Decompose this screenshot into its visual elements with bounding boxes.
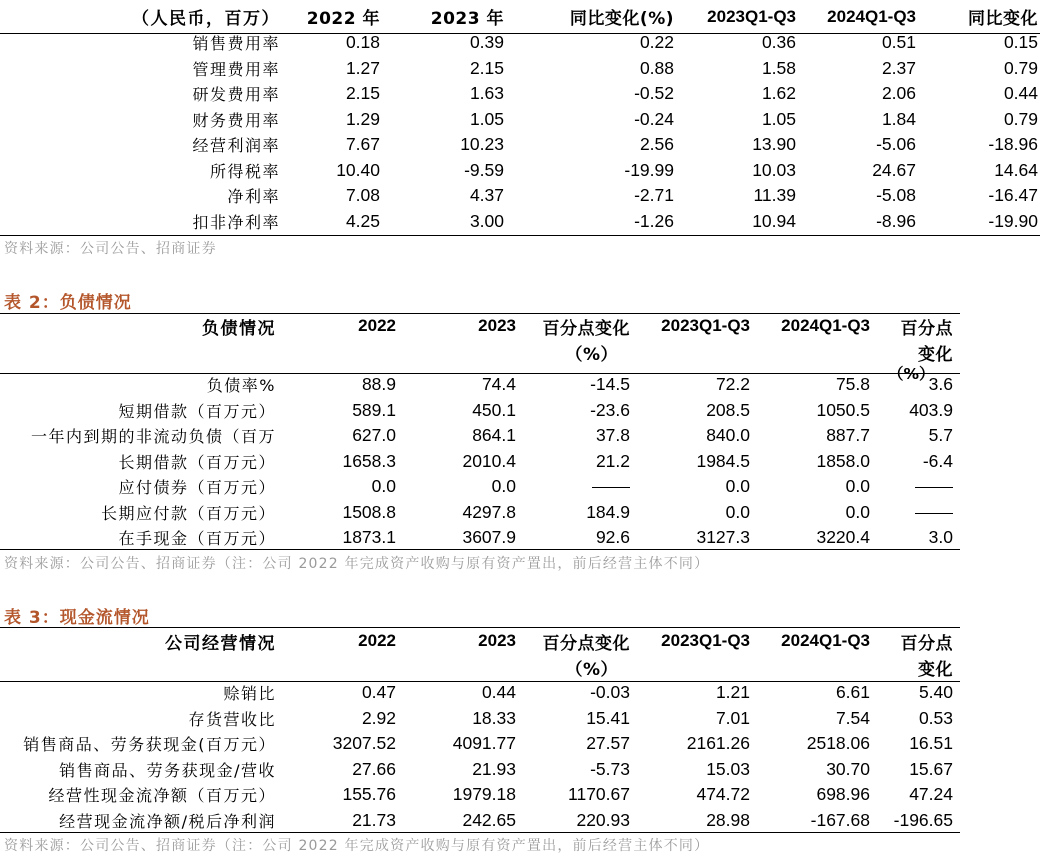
row-value: -8.96 [876,210,916,231]
row-value: 21.73 [352,809,396,830]
row-value: 75.8 [835,374,870,395]
table3-header-label: 公司经营情况 [165,633,276,654]
row-value: 0.36 [761,32,796,53]
row-value: 403.9 [909,399,953,420]
table-row [0,158,1040,184]
row-label: 赊销比 [223,684,276,704]
table-row [0,782,955,808]
row-value: -167.68 [810,809,870,830]
table3-header-row [0,628,955,654]
row-value: 3607.9 [462,527,516,548]
row-label: 经营性现金流净额（百万元） [48,786,276,806]
row-value: 2.92 [361,707,396,728]
row-value: 2518.06 [806,733,870,754]
table3-header-pp: 百分点变化 [542,633,630,654]
row-value: 15.03 [706,758,750,779]
table2-header-pp-unit: （%） [565,344,618,365]
table2-header-label: 负债情况 [202,318,276,339]
table3-header-2023q: 2023Q1-Q3 [661,631,750,650]
table-row [0,500,955,526]
row-label: 研发费用率 [192,85,280,105]
row-value: 1858.0 [816,450,870,471]
row-value: 3127.3 [696,527,750,548]
table-row [0,808,955,834]
row-value: 1.05 [469,108,504,129]
row-value: 21.93 [472,758,516,779]
table-row [0,81,1040,107]
row-value: 0.15 [1003,32,1038,53]
row-value: 1.27 [345,57,380,78]
row-value [872,474,955,500]
row-value: 3220.4 [816,527,870,548]
table-row [0,398,955,424]
row-label: 长期借款（百万元） [118,452,276,472]
row-value: 0.0 [491,476,516,497]
row-value: 5.7 [928,425,953,446]
row-label: 销售费用率 [192,34,280,54]
table-row [0,757,955,783]
table1 [0,4,1040,29]
dash-mark [915,487,953,488]
table1-header-2023: 2023 年 [430,9,504,29]
row-value: 1.58 [761,57,796,78]
row-value: 4297.8 [462,501,516,522]
row-value: 0.53 [918,707,953,728]
row-value: 589.1 [352,399,396,420]
row-value: 10.94 [752,210,796,231]
row-value: -14.5 [590,374,630,395]
row-value: 27.57 [586,733,630,754]
table2-body [0,372,955,551]
row-value: -1.26 [634,210,674,231]
dash-mark [915,513,953,514]
row-value: 1984.5 [696,450,750,471]
row-value: 0.44 [1003,83,1038,104]
row-value: 74.4 [481,374,516,395]
table2-header-cut: （%） [888,365,935,383]
table2-header-row [0,313,955,339]
row-value: -23.6 [590,399,630,420]
table2-header-2024q: 2024Q1-Q3 [781,316,870,335]
row-label: 在手现金（百万元） [118,529,276,549]
row-value: -19.90 [988,210,1038,231]
table2-bottom-rule [0,549,960,550]
table-row [0,449,955,475]
table1-header-yoy: 同比变化(%) [569,9,674,29]
table-row [0,731,955,757]
row-value: 15.41 [586,707,630,728]
row-value: 0.79 [1003,57,1038,78]
row-value: 28.98 [706,809,750,830]
row-label: 财务费用率 [192,110,280,130]
row-value: 0.0 [371,476,396,497]
table1-header-label: （人民币，百万） [132,9,280,29]
row-label: 应付债券（百万元） [118,478,276,498]
row-value: 1979.18 [452,784,516,805]
row-value: 1.21 [715,682,750,703]
row-value: 2.15 [345,83,380,104]
row-value: -9.59 [464,159,504,180]
table1-header-2022: 2022 年 [306,9,380,29]
row-label: 管理费用率 [192,59,280,79]
row-value: 15.67 [909,758,953,779]
row-value: 1508.8 [342,501,396,522]
row-label: 负债率% [206,376,276,396]
row-label: 经营现金流净额/税后净利润 [59,811,276,831]
row-value: 2.06 [881,83,916,104]
row-value: 155.76 [342,784,396,805]
table1-bottom-rule [0,235,1040,236]
table3-title: 表 3：现金流情况 [4,608,150,628]
row-value: 5.40 [918,682,953,703]
row-value: 2.37 [881,57,916,78]
row-value: 0.0 [725,476,750,497]
row-value: 14.64 [994,159,1038,180]
table-row [0,132,1040,158]
row-label: 长期应付款（百万元） [100,503,276,523]
row-value: -5.73 [590,758,630,779]
table2-header-2022: 2022 [358,316,396,335]
table2-title: 表 2：负债情况 [4,293,132,313]
row-label: 扣非净利率 [192,212,280,232]
row-value [872,500,955,526]
row-value: -5.06 [876,134,916,155]
row-value: 92.6 [595,527,630,548]
row-label: 经营利润率 [192,136,280,156]
table-row [0,680,955,706]
table-row [0,183,1040,209]
row-value: 1.29 [345,108,380,129]
table1-header-2024q: 2024Q1-Q3 [827,6,916,26]
row-value: 4091.77 [452,733,516,754]
row-value: -0.03 [590,682,630,703]
row-value: 0.0 [845,476,870,497]
row-value: -19.99 [624,159,674,180]
row-value: 2.15 [469,57,504,78]
table3-source: 资料来源：公司公告、招商证券（注：公司 2022 年完成资产收购与原有资产置出，前后经营主体不同） [4,838,710,854]
table3-header-pp2-line2: 变化 [918,659,953,680]
row-value: 698.96 [816,784,870,805]
row-value: -2.71 [634,185,674,206]
row-value: 242.65 [462,809,516,830]
table-row [0,372,955,398]
row-value: 0.18 [345,32,380,53]
table2-header-row2 [0,339,955,365]
row-value: 627.0 [352,425,396,446]
row-value: 3.6 [928,374,953,395]
table2-source: 资料来源：公司公告、招商证券（注：公司 2022 年完成资产收购与原有资产置出，前后经营主体不同） [4,556,710,572]
row-value: 184.9 [586,501,630,522]
row-value: -196.65 [893,809,953,830]
row-value: 4.37 [469,185,504,206]
table1-header-row [0,4,1040,29]
table1-header-2023q: 2023Q1-Q3 [707,6,796,26]
row-value: 10.40 [336,159,380,180]
row-value: 10.03 [752,159,796,180]
row-value: 0.39 [469,32,504,53]
row-value: 0.79 [1003,108,1038,129]
row-value: 4.25 [345,210,380,231]
row-value: 24.67 [872,159,916,180]
row-value: 3207.52 [332,733,396,754]
row-value: 864.1 [472,425,516,446]
row-value: 1658.3 [342,450,396,471]
row-value: 840.0 [706,425,750,446]
row-label: 销售商品、劳务获现金/营收 [59,760,276,780]
row-value: 7.67 [345,134,380,155]
row-value: 1.63 [469,83,504,104]
row-value: 7.08 [345,185,380,206]
table3-header-pp2: 百分点 [900,633,953,654]
row-value: 1.62 [761,83,796,104]
row-value: -6.4 [922,450,953,471]
row-value: 21.2 [595,450,630,471]
table-row [0,56,1040,82]
table2-header-2023: 2023 [478,316,516,335]
table-row [0,525,955,551]
row-value: 887.7 [826,425,870,446]
row-value: 7.01 [715,707,750,728]
row-label: 存货营收比 [188,709,276,729]
table3-header-2024q: 2024Q1-Q3 [781,631,870,650]
table3-bottom-rule [0,832,960,833]
table1-header-yoy2: 同比变化 [968,9,1038,29]
row-value: 2010.4 [462,450,516,471]
table2-header-pp2: 百分点 [900,318,953,339]
table3-header-row2 [0,654,955,680]
row-value: 208.5 [706,399,750,420]
row-value: 11.39 [753,185,796,206]
row-value: -18.96 [988,134,1038,155]
table-row [0,30,1040,56]
table-row [0,423,955,449]
row-value: 0.88 [639,57,674,78]
row-value: -0.52 [634,83,674,104]
table2-header [0,313,955,365]
row-label: 一年内到期的非流动负债（百万 [30,427,276,447]
table-row [0,209,1040,235]
table-row [0,474,955,500]
row-value [518,474,632,500]
table1-source: 资料来源：公司公告、招商证券 [4,241,217,257]
row-value: 0.47 [361,682,396,703]
row-value: 30.70 [826,758,870,779]
row-label: 短期借款（百万元） [118,401,276,421]
dash-mark [592,487,630,488]
row-label: 销售商品、劳务获现金(百万元） [23,735,276,755]
row-value: 3.00 [469,210,504,231]
row-value: 2161.26 [686,733,750,754]
table-row [0,706,955,732]
row-value: 0.44 [481,682,516,703]
row-value: 450.1 [472,399,516,420]
table3-header-2022: 2022 [358,631,396,650]
row-value: 18.33 [472,707,516,728]
row-value: 1873.1 [342,527,396,548]
row-value: 10.23 [460,134,504,155]
table3-header [0,628,955,680]
row-value: -5.08 [876,185,916,206]
table2-header-2023q: 2023Q1-Q3 [661,316,750,335]
table3-header-2023: 2023 [478,631,516,650]
row-value: 1170.67 [568,784,630,805]
table1-body [0,30,1040,234]
row-value: 6.61 [835,682,870,703]
row-value: 27.66 [352,758,396,779]
row-value: 7.54 [835,707,870,728]
row-value: 1050.5 [816,399,870,420]
row-value: 0.22 [639,32,674,53]
row-value: 1.05 [761,108,796,129]
row-value: 16.51 [909,733,953,754]
table2-header-pp2-line2: 变化 [918,344,953,365]
table3-header-pp-unit: （%） [565,659,618,680]
row-value: 3.0 [928,527,953,548]
row-label: 所得税率 [209,161,280,181]
row-value: 0.0 [845,501,870,522]
row-value: 37.8 [595,425,630,446]
row-value: 47.24 [909,784,953,805]
table2-header-pp: 百分点变化 [542,318,630,339]
row-value: -0.24 [634,108,674,129]
row-value: 72.2 [715,374,750,395]
row-value: 1.84 [881,108,916,129]
row-value: 13.90 [752,134,796,155]
table3-body [0,680,955,833]
row-value: 2.56 [639,134,674,155]
row-value: 0.0 [725,501,750,522]
row-value: 0.51 [881,32,916,53]
row-value: 220.93 [576,809,630,830]
row-value: 474.72 [696,784,750,805]
row-value: -16.47 [988,185,1038,206]
row-value: 88.9 [361,374,396,395]
row-label: 净利率 [227,187,280,207]
table-row [0,107,1040,133]
